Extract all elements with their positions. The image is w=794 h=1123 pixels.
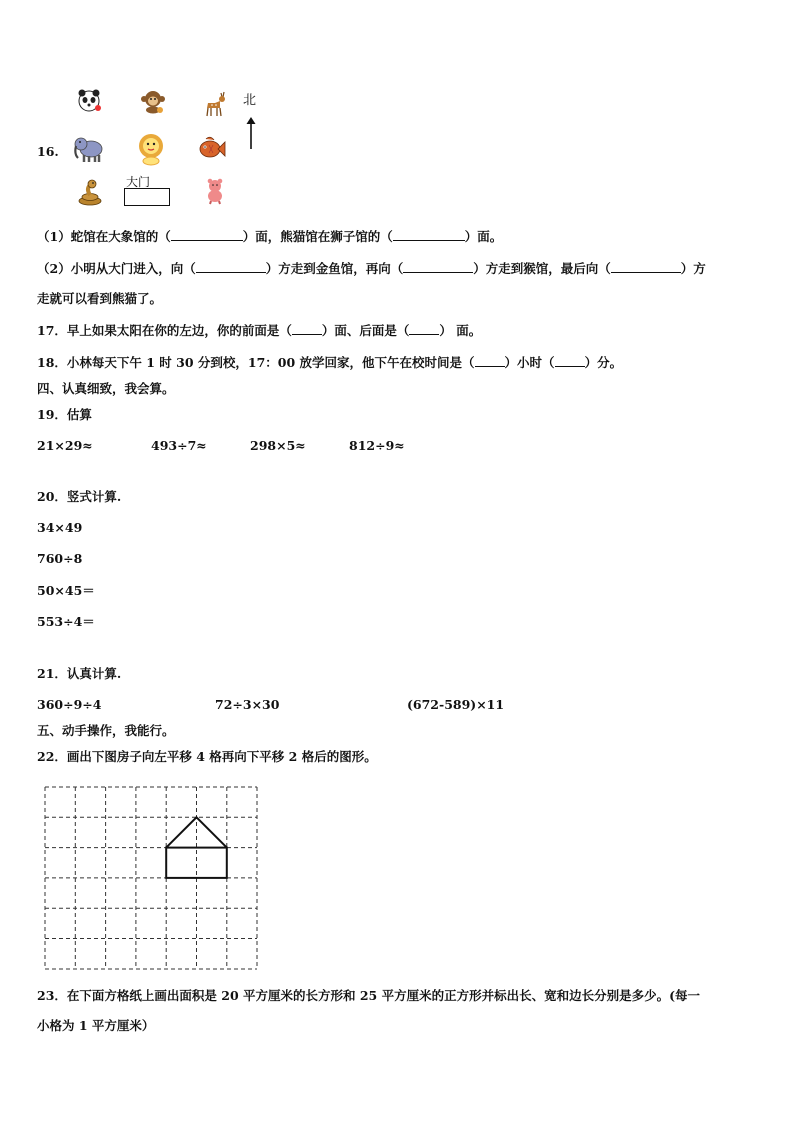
q20-item: 553÷4＝ [37,614,95,629]
elephant-icon [73,134,107,164]
question-16-number: 16. [37,144,59,159]
q18-blank-a[interactable] [475,355,505,367]
q21-item: 72÷3×30 [215,697,280,712]
q17-text-c: ） 面。 [439,323,482,338]
gate-label: 大门 [126,175,151,189]
q19-item: 21×29≈ [37,438,93,453]
question-21-title: 21．认真计算. [37,666,122,681]
q19-item: 298×5≈ [250,438,306,453]
question-22-title: 22．画出下图房子向左平移 4 格再向下平移 2 格后的图形。 [37,749,377,764]
q19-item: 493÷7≈ [151,438,207,453]
q21-item: (672-589)×11 [407,697,505,712]
translation-grid[interactable] [44,786,260,972]
q16-2-text-d: ）方 [680,261,706,276]
q16-2-text-c: ）方走到猴馆，最后向（ [473,261,611,276]
q17-blank-b[interactable] [409,323,439,335]
bear-icon [202,177,228,205]
q19-item: 812÷9≈ [349,438,405,453]
q17-text-a: 17．早上如果太阳在你的左边，你的前面是（ [37,323,292,338]
q18-text-b: ）小时（ [504,355,555,370]
question-19-title: 19．估算 [37,407,92,422]
gate-box [124,188,170,206]
deer-icon [203,90,229,116]
question-16-part-2-cont: 走就可以看到熊猫了。 [37,291,163,306]
q16-2-blank-c[interactable] [611,261,681,273]
q20-item: 34×49 [37,520,83,535]
north-label: 北 [243,93,257,108]
q16-1-text-b: ）面，熊猫馆在狮子馆的（ [242,229,393,244]
section-5-heading: 五、动手操作，我能行。 [37,723,175,738]
question-18 [37,355,622,371]
q21-item: 360÷9÷4 [37,697,102,712]
north-arrow-icon [245,115,257,151]
question-20-title: 20．竖式计算. [37,489,122,504]
q17-text-b: ）面、后面是（ [321,323,410,338]
q18-text-c: ）分。 [584,355,623,370]
snake-icon [76,177,104,207]
question-23-line-1: 23．在下面方格纸上画出面积是 20 平方厘米的长方形和 25 平方厘米的正方形并标出长、宽和边长分别是多少。(每一 [37,988,701,1003]
question-16-part-2 [37,261,706,277]
q16-2-text-a: （2）小明从大门进入，向（ [37,261,196,276]
q16-2-text-b: ）方走到金鱼馆，再向（ [265,261,404,276]
q16-1-blank-a[interactable] [171,229,243,241]
panda-icon [76,88,102,114]
q16-1-text-c: ）面。 [464,229,503,244]
q20-item: 760÷8 [37,551,83,566]
question-23-line-2: 小格为 1 平方厘米） [37,1018,155,1033]
q18-blank-b[interactable] [555,355,585,367]
q17-blank-a[interactable] [292,323,322,335]
q16-1-blank-b[interactable] [393,229,465,241]
q20-item: 50×45＝ [37,583,95,598]
q16-2-blank-a[interactable] [196,261,266,273]
question-16-part-1 [37,229,502,245]
q16-2-blank-b[interactable] [403,261,473,273]
house-shape [166,817,227,878]
q16-1-text-a: （1）蛇馆在大象馆的（ [37,229,171,244]
goldfish-icon [196,133,226,163]
lion-icon [136,132,166,166]
q18-text-a: 18．小林每天下午 1 时 30 分到校，17：00 放学回家，他下午在校时间是（ [37,355,475,370]
section-4-heading: 四、认真细致，我会算。 [37,381,175,396]
question-17 [37,323,481,339]
monkey-icon [140,88,166,114]
